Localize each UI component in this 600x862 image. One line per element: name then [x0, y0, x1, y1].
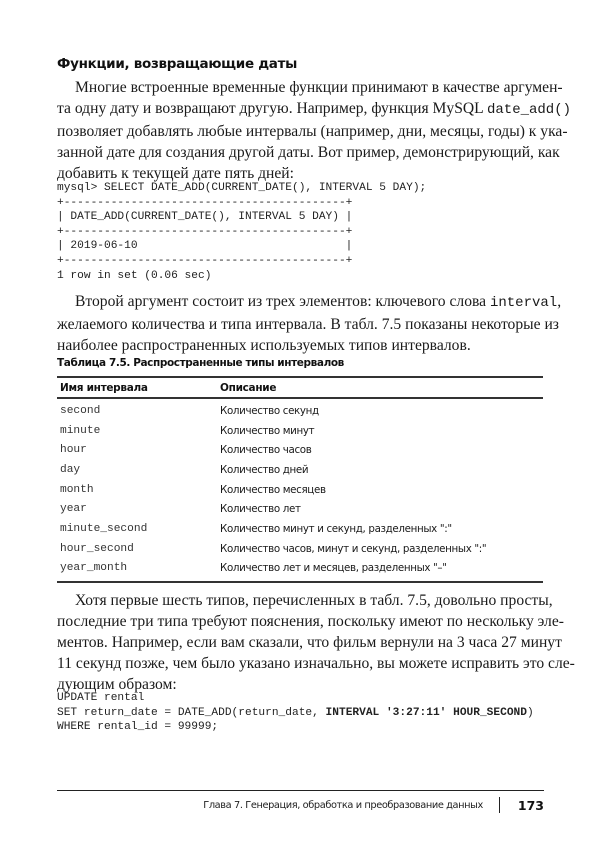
interval-name: month	[60, 483, 94, 496]
table-body	[57, 399, 543, 581]
paragraph-line: добавить к текущей дате пять дней:	[57, 165, 294, 182]
paragraph-line: позволяет добавлять любые интервалы (например, дни, месяцы, годы) к ука-	[57, 123, 568, 140]
interval-description: Количество минут	[220, 424, 315, 437]
code-text: SET return_date = DATE_ADD(return_date,	[57, 706, 326, 719]
code-line: mysql> SELECT DATE_ADD(CURRENT_DATE(), INTERVAL 5 DAY);	[57, 182, 427, 194]
paragraph-text: ,	[557, 293, 562, 310]
code-line: +------------------------------------------+	[57, 196, 353, 209]
code-line: WHERE rental_id = 99999;	[57, 721, 219, 734]
paragraph-explanation	[57, 590, 575, 695]
code-line: +------------------------------------------+	[57, 254, 353, 267]
page-footer	[57, 795, 544, 815]
interval-description: Количество минут и секунд, разделенных ":"	[220, 522, 452, 535]
interval-name: hour	[60, 444, 87, 457]
interval-description: Количество часов, минут и секунд, разделенных ":"	[220, 542, 487, 555]
code-line: UPDATE rental	[57, 692, 145, 704]
inline-code: interval	[489, 295, 558, 311]
page-number: 173	[517, 797, 544, 813]
interval-description: Количество часов	[220, 444, 312, 457]
interval-description: Количество лет и месяцев, разделенных "–"	[220, 562, 447, 575]
running-footer-chapter: Глава 7. Генерация, обработка и преобразование данных	[203, 799, 483, 811]
paragraph-line: Хотя первые шесть типов, перечисленных в табл. 7.5, довольно просты,	[75, 592, 553, 609]
section-heading: Функции, возвращающие даты	[57, 56, 298, 72]
paragraph-line	[57, 98, 571, 121]
table-header-row	[57, 378, 543, 399]
paragraph-line: дующим образом:	[57, 676, 177, 693]
footer-separator	[499, 797, 500, 813]
paragraph-line	[57, 291, 562, 314]
code-line	[57, 707, 534, 719]
column-header-description: Описание	[220, 381, 277, 394]
paragraph-line: последние три типа требуют пояснения, поскольку имеют по нескольку эле-	[57, 613, 564, 630]
paragraph-text: Второй аргумент состоит из трех элементов: ключевого слова	[75, 293, 490, 310]
paragraph-line: желаемого количества и типа интервала. В табл. 7.5 показаны некоторые из	[57, 316, 559, 333]
code-block-update	[57, 691, 534, 735]
interval-name: minute	[60, 424, 101, 437]
code-line: | DATE_ADD(CURRENT_DATE(), INTERVAL 5 DAY) |	[57, 211, 353, 224]
paragraph-line: наиболее распространенных используемых типов интервалов.	[57, 337, 471, 354]
interval-description: Количество лет	[220, 503, 301, 516]
paragraph-intro	[57, 77, 571, 184]
table-row	[57, 460, 543, 480]
code-text: )	[526, 706, 534, 719]
paragraph-line: 11 секунд позже, чем было указано изначально, вы можете исправить это сле-	[57, 655, 575, 672]
paragraph-interval	[57, 291, 562, 356]
interval-description: Количество дней	[220, 463, 309, 476]
table-caption: Таблица 7.5. Распространенные типы интервалов	[57, 357, 344, 369]
interval-name: second	[60, 404, 101, 417]
table-row	[57, 401, 543, 421]
table-row	[57, 559, 543, 579]
code-line: | 2019-06-10 |	[57, 240, 353, 253]
table-row	[57, 539, 543, 559]
interval-name: day	[60, 463, 81, 476]
table-row	[57, 480, 543, 500]
interval-name: year	[60, 503, 87, 516]
code-line: 1 row in set (0.06 sec)	[57, 269, 212, 282]
interval-description: Количество месяцев	[220, 483, 326, 496]
table-row	[57, 421, 543, 441]
code-block-select	[57, 181, 426, 283]
interval-description: Количество секунд	[220, 404, 319, 417]
footer-divider	[57, 790, 544, 791]
paragraph-text: та одну дату и возвращают другую. Например, функция MySQL	[57, 100, 487, 117]
code-emphasis: INTERVAL '3:27:11' HOUR_SECOND	[325, 706, 527, 719]
table-row	[57, 499, 543, 519]
paragraph-line: занной дате для создания другой даты. Вот пример, демонстрирующий, как	[57, 144, 560, 161]
code-line: +------------------------------------------+	[57, 225, 353, 238]
table-row	[57, 440, 543, 460]
column-header-name: Имя интервала	[60, 381, 148, 394]
interval-name: hour_second	[60, 542, 134, 555]
paragraph-line: ментов. Например, если вам сказали, что фильм вернули на 3 часа 27 минут	[57, 634, 562, 651]
interval-types-table	[57, 376, 543, 583]
table-row	[57, 519, 543, 539]
paragraph-line: Многие встроенные временные функции принимают в качестве аргумен-	[75, 79, 563, 96]
inline-code: date_add()	[486, 102, 571, 118]
interval-name: minute_second	[60, 522, 148, 535]
interval-name: year_month	[60, 562, 128, 575]
